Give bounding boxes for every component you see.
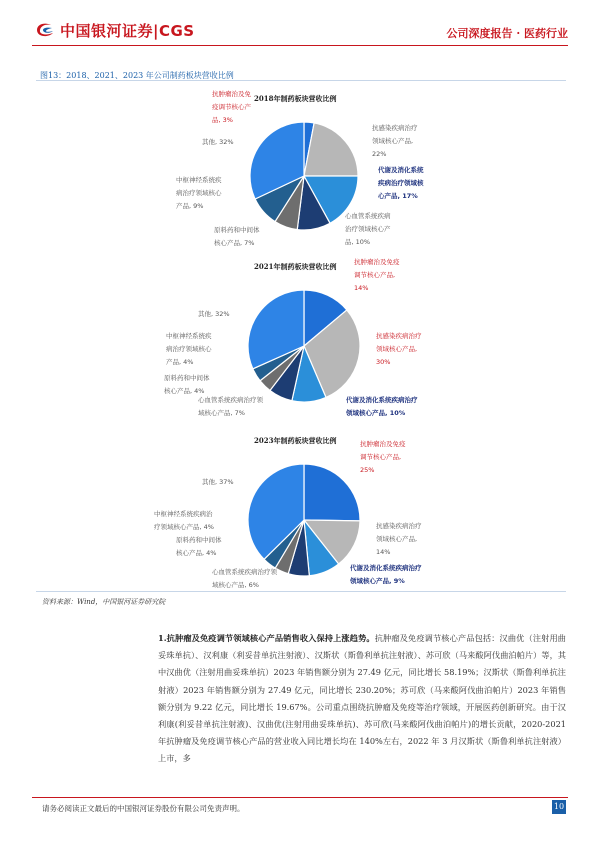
report-type: 公司深度报告 · 医药行业 xyxy=(446,27,568,40)
label-infect-2018: 抗感染疾病治疗 领域核心产品, 22% xyxy=(372,124,418,158)
footer-disclaimer: 请务必阅读正文最后的中国银河证券股份有限公司免责声明。 xyxy=(42,804,245,813)
label-api-2018: 原料药和中间体 核心产品, 7% xyxy=(214,226,260,247)
pie-chart-2021 xyxy=(236,284,372,408)
chart-title-2023: 2023年制药板块营收比例 xyxy=(254,436,337,445)
label-other-2018: 其他, 32% xyxy=(202,138,234,146)
label-api-2023: 原料药和中间体 核心产品, 4% xyxy=(176,536,222,557)
label-infect-2023: 抗感染疾病治疗 领域核心产品, 14% xyxy=(376,522,422,556)
company-logo-text: 中国银河证券|CGS xyxy=(60,22,195,40)
label-other-2023: 其他, 37% xyxy=(202,478,234,486)
paragraph-body: 抗肿瘤及免疫调节核心产品包括：汉曲优（注射用曲妥珠单抗）、汉利康（利妥昔单抗注射液）、汉斯状（斯鲁利单抗注射液）、苏可欣（马来酸阿伐曲泊帕片）等，其中汉曲优（注射用曲妥珠单抗）2023 年销售额分别为 27.49 亿元，同比增长 58.19%；汉斯状（斯鲁利单抗注射液）2023 年销售额分别为 27.49 亿元，同比增长 230.20%；苏可欣（马来酸阿伐曲泊帕片）2023 年销售额分别为 9.22 亿元，同比增长 19.67%。公司重点围绕抗肿瘤及免疫等治疗领域，开展医药创新研究。由于汉利康(利妥昔单抗注射液)、汉曲优(注射用曲妥珠单抗)、苏可欣(马来酸阿伐曲泊帕片)的增长贡献，2020-2021 年抗肿瘤及免疫调节核心产品的营业收入同比增长均在 140%左右，2022 年 3 月汉斯状（斯鲁利单抗注射液）上市，多 xyxy=(158,633,566,764)
label-metab-2021: 代谢及消化系统疾病治疗 领域核心产品, 10% xyxy=(346,396,418,417)
label-oncology-2018: 抗肿瘤治及免 疫调节核心产 品, 3% xyxy=(212,90,251,124)
pie-slice-infect-2018 xyxy=(304,123,358,176)
label-other-2021: 其他, 32% xyxy=(198,310,230,318)
header-divider xyxy=(32,45,568,46)
chart-title-2021: 2021年制药板块营收比例 xyxy=(254,262,337,271)
label-cardio-2023: 心血管系统疾病治疗领 域核心产品, 6% xyxy=(212,568,277,589)
label-cns-2023: 中枢神经系统疾病治 疗领域核心产品, 4% xyxy=(154,510,214,531)
label-cardio-2021: 心血管系统疾病治疗领 域核心产品, 7% xyxy=(198,396,263,417)
label-cardio-2018: 心血管系统疾病 治疗领域核心产 品, 10% xyxy=(345,212,391,246)
label-cns-2021: 中枢神经系统疾 病治疗领域核心 产品, 4% xyxy=(166,332,212,366)
company-logo-icon xyxy=(34,21,56,39)
label-metab-2023: 代谢及消化系统疾病治疗 领域核心产品, 9% xyxy=(350,564,422,585)
figure-source: 资料来源：Wind，中国银河证券研究院 xyxy=(42,598,166,606)
label-cns-2018: 中枢神经系统疾 病治疗领域核心 产品, 9% xyxy=(176,176,222,210)
footer-divider xyxy=(32,797,568,798)
paragraph-lead: 1.抗肿瘤及免疫调节领域核心产品销售收入保持上涨趋势。 xyxy=(158,633,375,643)
body-paragraph xyxy=(158,630,566,768)
label-infect-2021: 抗感染疾病治疗 领域核心产品, 30% xyxy=(376,332,422,366)
figure-title: 图13：2018、2021、2023 年公司制药板块营收比例 xyxy=(40,71,234,80)
label-oncology-2021: 抗肿瘤治及免疫 调节核心产品, 14% xyxy=(354,258,400,292)
label-metab-2018: 代谢及消化系统 疾病治疗领域核 心产品, 17% xyxy=(378,166,424,200)
page-number: 10 xyxy=(552,800,566,814)
chart-title-2018: 2018年制药板块营收比例 xyxy=(254,94,337,103)
pie-slice-oncology-2023 xyxy=(304,464,360,521)
label-api-2021: 原料药和中间体 核心产品, 4% xyxy=(164,374,210,395)
label-oncology-2023: 抗肿瘤治及免疫 调节核心产品, 25% xyxy=(360,440,406,474)
